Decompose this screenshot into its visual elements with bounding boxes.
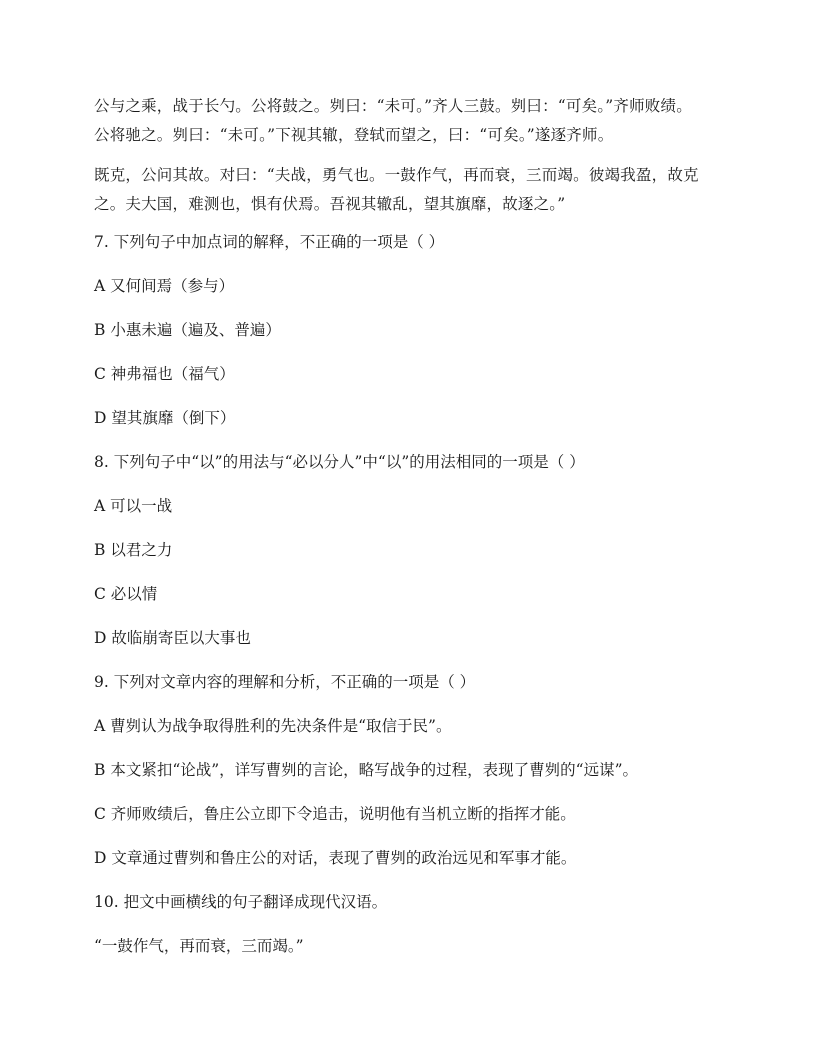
option-c: C 神弗福也（福气） xyxy=(94,365,235,383)
passage-line: 公与之乘，战于长勺。公将鼓之。刿曰：“未可。”齐人三鼓。刿曰：“可矣。”齐师败绩。 xyxy=(94,97,692,115)
option-a: A 可以一战 xyxy=(94,497,173,515)
passage-paragraph-2 xyxy=(94,161,734,219)
option-b: B 以君之力 xyxy=(94,541,173,559)
option-d: D 文章通过曹刿和鲁庄公的对话，表现了曹刿的政治远见和军事才能。 xyxy=(94,849,577,867)
option-b: B 小惠未遍（遍及、普遍） xyxy=(94,321,281,339)
passage-line: 既克，公问其故。对曰：“夫战，勇气也。一鼓作气，再而衰，三而竭。彼竭我盈，故克 xyxy=(94,166,699,184)
question-7 xyxy=(94,230,734,431)
question-stem: 10. 把文中画横线的句子翻译成现代汉语。 xyxy=(94,893,388,911)
passage-line: 之。夫大国，难测也，惧有伏焉。吾视其辙乱，望其旗靡，故逐之。” xyxy=(94,195,566,213)
option-b: B 本文紧扣“论战”，详写曹刿的言论，略写战争的过程，表现了曹刿的“远谋”。 xyxy=(94,761,639,779)
option-d: D 望其旗靡（倒下） xyxy=(94,409,236,427)
question-stem: 7. 下列句子中加点词的解释，不正确的一项是（ ） xyxy=(94,233,445,251)
question-stem: 9. 下列对文章内容的理解和分析，不正确的一项是（ ） xyxy=(94,673,476,691)
option-c: C 必以情 xyxy=(94,585,158,603)
question-stem: 8. 下列句子中“以”的用法与“必以分人”中“以”的用法相同的一项是（ ） xyxy=(94,453,585,471)
question-9 xyxy=(94,670,734,871)
passage-line: 公将驰之。刿曰：“未可。”下视其辙，登轼而望之，曰：“可矣。”遂逐齐师。 xyxy=(94,126,614,144)
option-a: A 曹刿认为战争取得胜利的先决条件是“取信于民”。 xyxy=(94,717,452,735)
document-page xyxy=(94,92,734,978)
question-8 xyxy=(94,450,734,651)
question-10 xyxy=(94,890,734,959)
option-c: C 齐师败绩后，鲁庄公立即下令追击，说明他有当机立断的指挥才能。 xyxy=(94,805,576,823)
translation-sentence: “一鼓作气，再而衰，三而竭。” xyxy=(94,937,304,955)
option-d: D 故临崩寄臣以大事也 xyxy=(94,629,251,647)
option-a: A 又何间焉（参与） xyxy=(94,277,235,295)
passage-paragraph-1 xyxy=(94,92,734,150)
